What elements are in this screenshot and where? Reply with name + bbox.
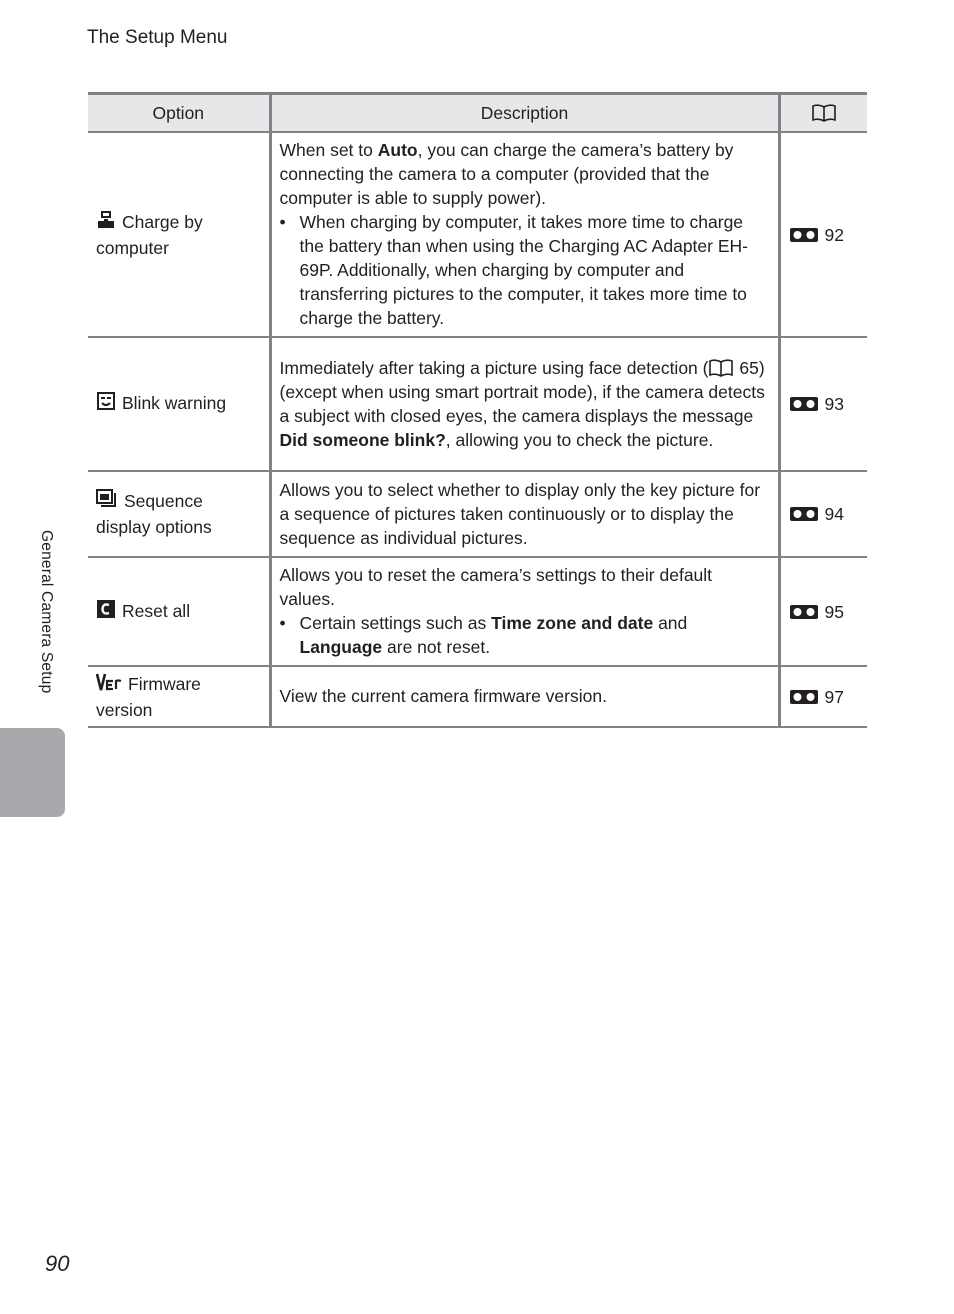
page-number: 90 (45, 1251, 70, 1276)
sequence-display-icon (96, 489, 118, 515)
reference-e-icon (789, 502, 819, 526)
description-bold: Did someone blink? (279, 429, 446, 450)
bullet-item: • Certain settings such as Time zone and date and Language are not reset. (279, 613, 688, 657)
description-cell (270, 337, 779, 471)
reference-cell (779, 337, 867, 471)
bullet-text: Certain settings such as (299, 613, 492, 633)
table-row (88, 666, 867, 727)
reference-e-icon (789, 685, 819, 709)
description-cell (270, 132, 779, 337)
reference-page: 94 (824, 504, 844, 524)
reset-all-icon (96, 599, 116, 625)
reference-cell (779, 132, 867, 337)
description-text: When set to (279, 140, 378, 160)
firmware-version-icon (96, 672, 122, 698)
reference-cell (779, 471, 867, 557)
description-text: View the current camera firmware version. (279, 686, 607, 706)
bullet-text: and (653, 613, 688, 633)
section-title: The Setup Menu (87, 27, 228, 48)
column-header-reference (779, 94, 867, 133)
description-bold: Auto (377, 140, 418, 160)
table-row (88, 132, 867, 337)
setup-menu-table (88, 92, 867, 728)
reference-cell (779, 557, 867, 666)
blink-warning-icon (96, 391, 116, 417)
reference-e-icon (789, 600, 819, 624)
side-tab (0, 728, 65, 817)
option-label: Blink warning (122, 393, 227, 413)
option-cell (88, 132, 270, 337)
column-header-description: Description (270, 94, 779, 133)
table-row (88, 557, 867, 666)
bullet-text: When charging by computer, it takes more time to charge the battery than when using the Charging AC Adapter EH-69P. Additionally, when charging by computer and transferring pictures to the computer, it takes more time to charge the battery. (299, 212, 748, 328)
reference-page: 93 (824, 394, 844, 414)
description-cell (270, 666, 779, 727)
reference-e-icon (789, 392, 819, 416)
bullet-item: • When charging by computer, it takes more time to charge the battery than when using the Charging AC Adapter EH-69P. Additionally, when charging by computer and transferring pictures to the computer, it takes more time to charge the battery. (280, 210, 770, 330)
description-text: Allows you to reset the camera’s settings to their default values. (279, 565, 713, 609)
description-bold: Language (299, 637, 383, 657)
charge-by-computer-icon (96, 210, 116, 236)
reference-cell (779, 666, 867, 727)
description-text: Allows you to select whether to display only the key picture for a sequence of pictures taken continuously or to display the sequence as individual pictures. (279, 479, 761, 548)
table-header-row (88, 94, 867, 133)
side-tab-label: General Camera Setup (38, 530, 55, 694)
option-cell (88, 557, 270, 666)
description-text: ) (except when using smart portrait mode), if the camera detects a subject with closed eyes, the camera displays the message (279, 357, 765, 426)
table-row (88, 471, 867, 557)
description-cell (270, 557, 779, 666)
description-text: , you can charge the camera’s battery by connecting the camera to a computer (provided that the computer is able to supply power). (279, 140, 734, 208)
table-row (88, 337, 867, 471)
option-cell (88, 337, 270, 471)
option-label: Charge by computer (96, 211, 203, 258)
column-header-option: Option (88, 94, 270, 133)
bullet-text: are not reset. (382, 637, 491, 657)
reference-page: 97 (824, 686, 844, 707)
description-bold: Time zone and date (491, 613, 654, 633)
description-text: , allowing you to check the picture. (445, 429, 714, 450)
description-cell (270, 471, 779, 557)
option-label: Firmware version (96, 673, 201, 720)
description-ref: 65 (739, 357, 759, 378)
reference-page: 92 (824, 224, 844, 245)
option-label: Reset all (122, 600, 191, 621)
option-cell (88, 666, 270, 727)
book-icon (811, 103, 837, 123)
book-icon (708, 358, 734, 378)
reference-page: 95 (824, 601, 844, 622)
option-cell (88, 471, 270, 557)
description-text: Immediately after taking a picture using face detection ( (279, 357, 709, 378)
option-label: Sequence display options (96, 491, 212, 537)
reference-e-icon (789, 223, 819, 247)
